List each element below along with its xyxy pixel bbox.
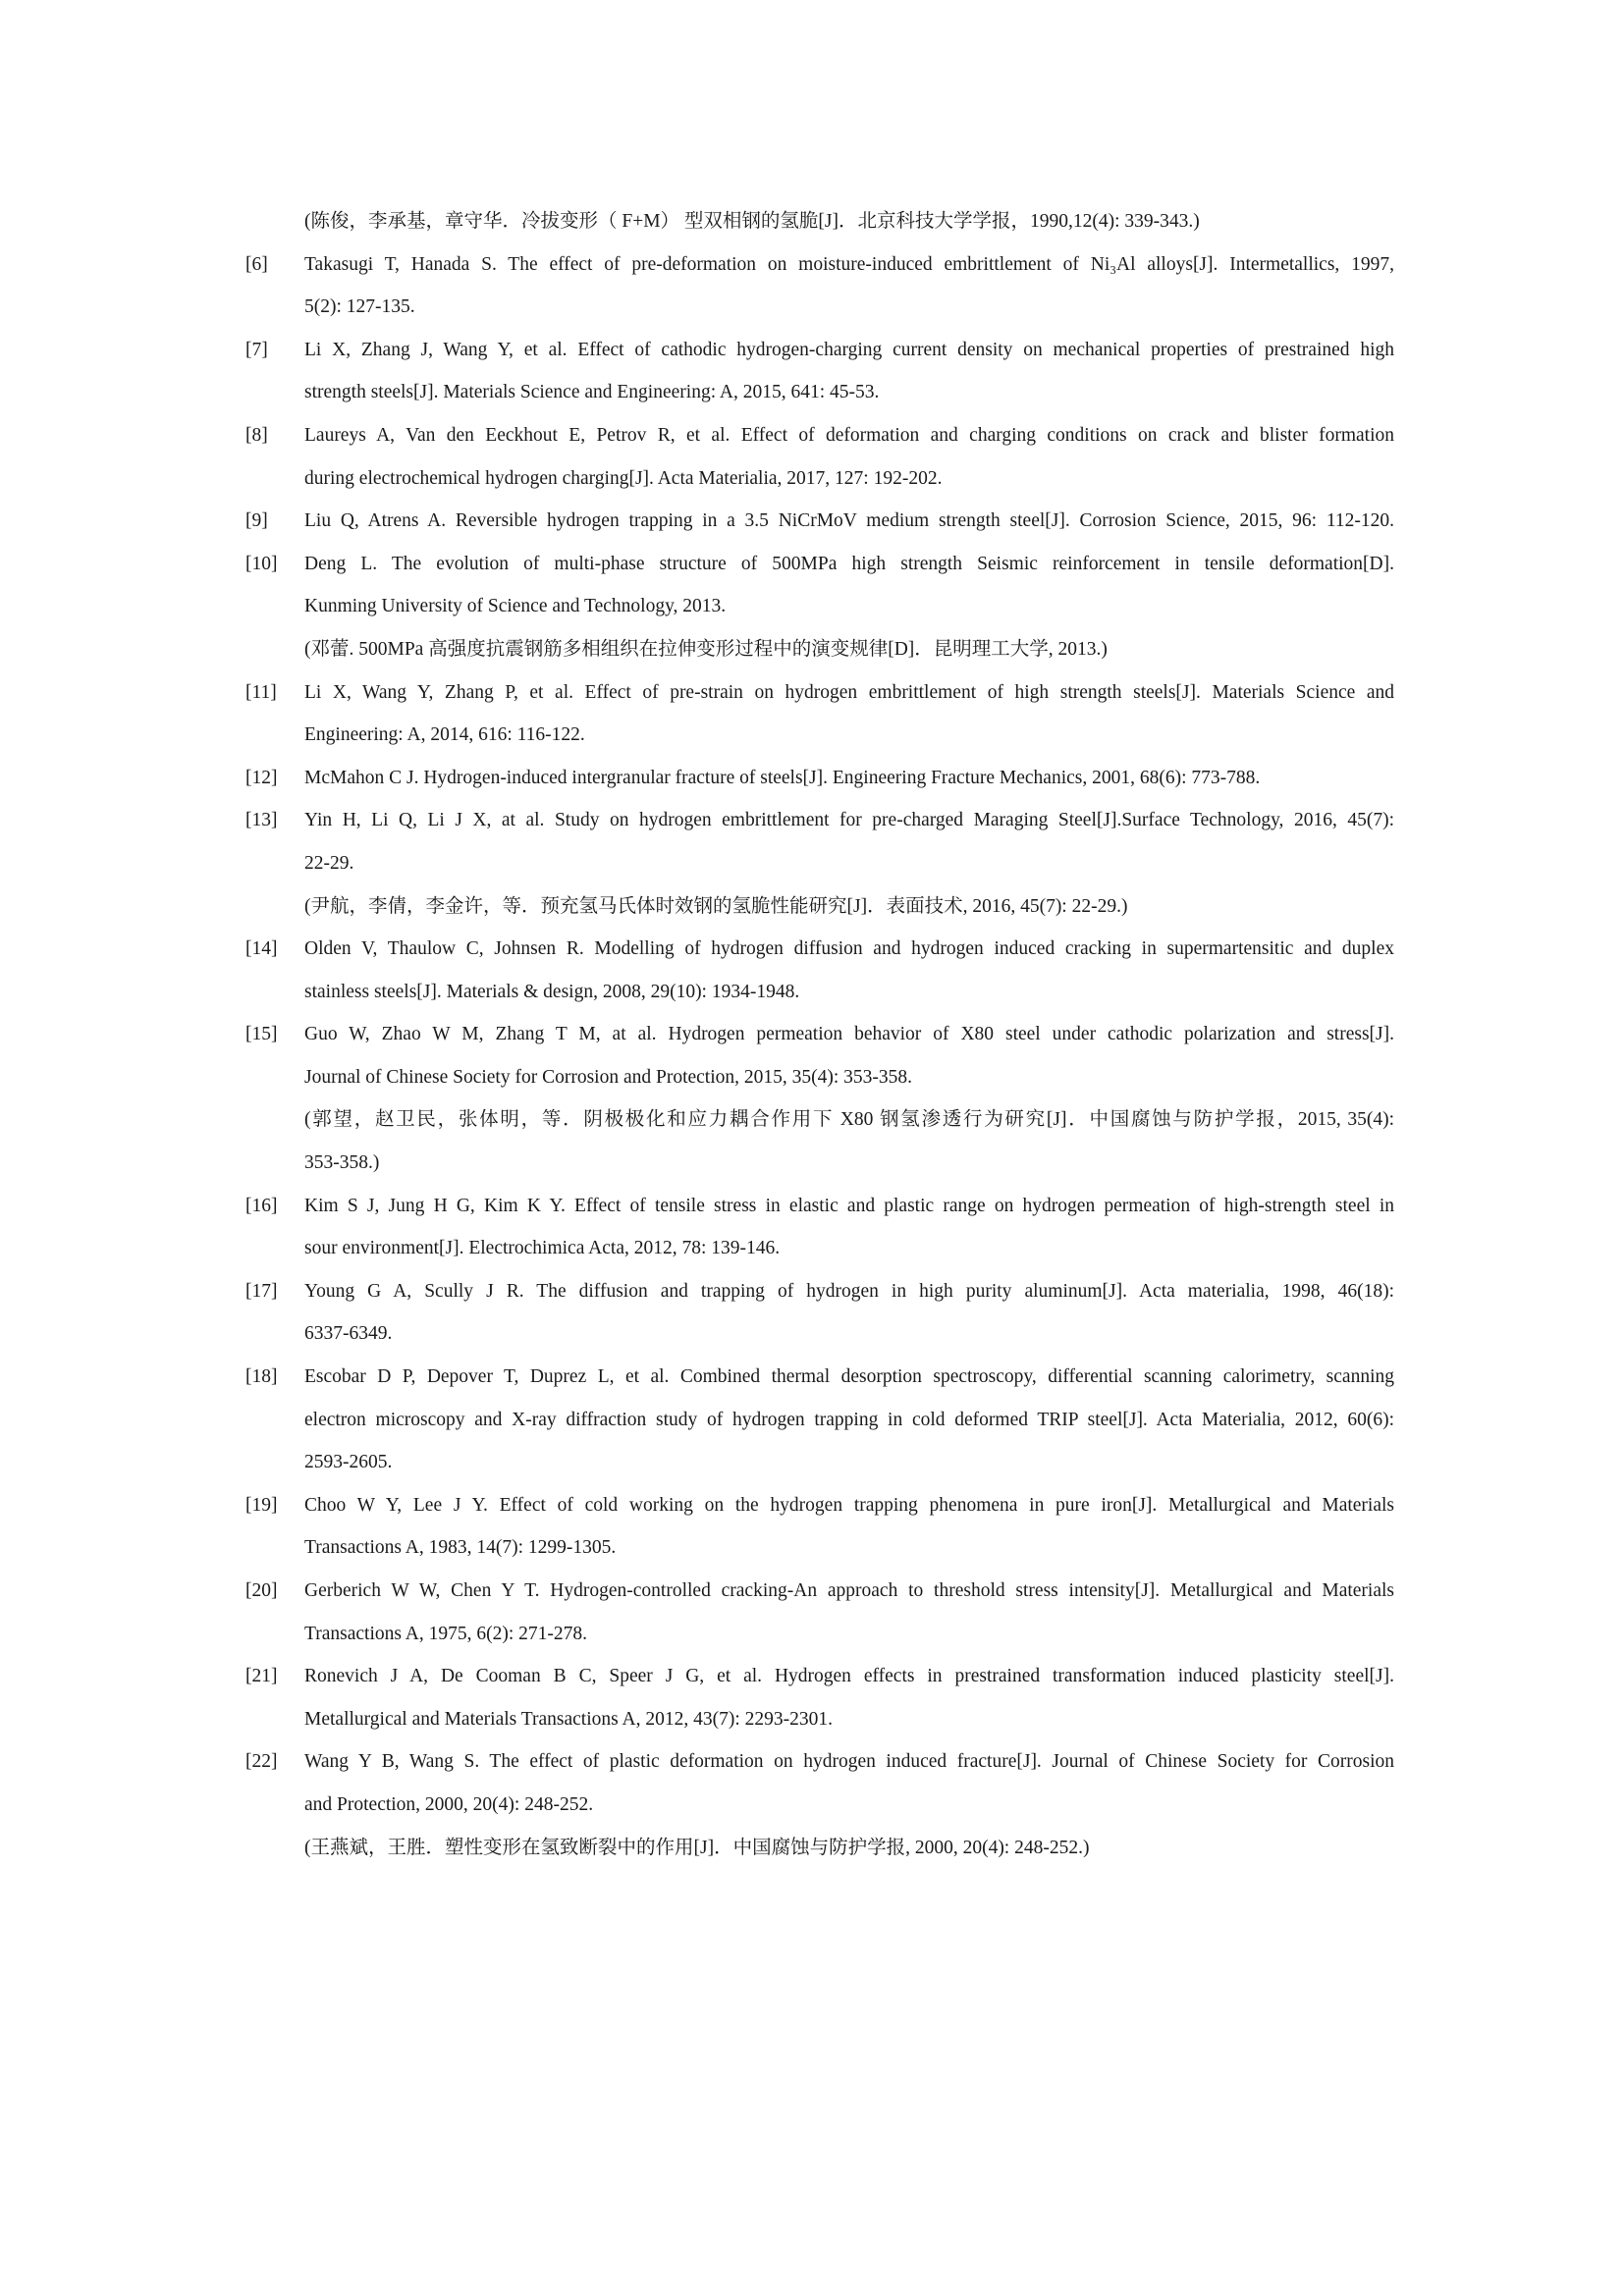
reference-text: sour environment[J]. Electrochimica Acta, 2012, 78: 139-146.: [304, 1238, 781, 1259]
reference-text: stainless steels[J]. Materials & design, 2008, 29(10): 1934-1948.: [304, 981, 800, 1002]
reference-line: [245, 200, 1394, 243]
reference-entry: [245, 543, 1394, 671]
reference-entry: [245, 200, 1394, 243]
reference-text: strength steels[J]. Materials Science and Engineering: A, 2015, 641: 45-53.: [304, 382, 880, 403]
reference-text: 5(2): 127-135.: [304, 296, 415, 318]
reference-text: Gerberich W W, Chen Y T. Hydrogen-controlled cracking-An approach to threshold stress intensity[J]. Metallurgical and Materials: [304, 1580, 1394, 1601]
reference-text: (邓蕾. 500MPa 高强度抗震钢筋多相组织在拉伸变形过程中的演变规律[D]．昆明理工大学, 2013.): [304, 638, 1108, 660]
reference-number: [20]: [245, 1580, 278, 1601]
reference-text: electron microscopy and X-ray diffraction study of hydrogen trapping in cold deformed TRIP steel[J]. Acta Materialia, 2012, 60(6):: [304, 1409, 1394, 1430]
reference-text: (郭望，赵卫民，张体明，等．阴极极化和应力耦合作用下 X80 钢氢渗透行为研究[J]．中国腐蚀与防护学报，2015, 35(4):: [304, 1109, 1394, 1131]
reference-entry: [245, 500, 1394, 543]
reference-number: [16]: [245, 1195, 278, 1216]
reference-entry: [245, 1185, 1394, 1270]
reference-line: [245, 971, 1394, 1014]
reference-text: and Protection, 2000, 20(4): 248-252.: [304, 1793, 594, 1815]
reference-text: Young G A, Scully J R. The diffusion and trapping of hydrogen in high purity aluminum[J]. Acta materialia, 1998, 46(18):: [304, 1280, 1394, 1302]
reference-entry: [245, 1570, 1394, 1655]
reference-line: [245, 1740, 1394, 1784]
reference-text: Liu Q, Atrens A. Reversible hydrogen trapping in a 3.5 NiCrMoV medium strength steel[J]. Corrosion Science, 2015, 96: 112-120.: [304, 510, 1394, 532]
reference-text: 22-29.: [304, 852, 354, 874]
reference-number: [7]: [245, 339, 268, 360]
reference-line: [245, 286, 1394, 329]
reference-line: [245, 500, 1394, 543]
reference-entry: [245, 799, 1394, 928]
reference-entry: [245, 1356, 1394, 1484]
reference-text: (陈俊，李承基，章守华．冷拔变形（ F+M） 型双相钢的氢脆[J]．北京科技大学学报，1990,12(4): 339-343.): [304, 211, 1200, 232]
reference-number: [19]: [245, 1494, 278, 1516]
reference-line: [245, 1526, 1394, 1570]
reference-line: [245, 1227, 1394, 1270]
reference-line: [245, 1655, 1394, 1698]
reference-number: [13]: [245, 810, 278, 831]
reference-line: [245, 1185, 1394, 1228]
reference-text: Transactions A, 1983, 14(7): 1299-1305.: [304, 1537, 617, 1559]
reference-entry: [245, 1270, 1394, 1356]
reference-line: [245, 1356, 1394, 1399]
reference-line: [245, 1784, 1394, 1827]
reference-text: Engineering: A, 2014, 616: 116-122.: [304, 724, 585, 746]
reference-text: Kunming University of Science and Technology, 2013.: [304, 596, 727, 617]
reference-entry: [245, 1013, 1394, 1184]
reference-text: 2593-2605.: [304, 1452, 393, 1473]
reference-text: (王燕斌，王胜．塑性变形在氢致断裂中的作用[J]．中国腐蚀与防护学报, 2000, 20(4): 248-252.): [304, 1837, 1090, 1858]
reference-number: [6]: [245, 253, 268, 275]
reference-entry: [245, 1484, 1394, 1570]
reference-text: during electrochemical hydrogen charging[J]. Acta Materialia, 2017, 127: 192-202.: [304, 467, 943, 489]
reference-number: [10]: [245, 553, 278, 574]
reference-text: 6337-6349.: [304, 1323, 393, 1345]
reference-line: [245, 885, 1394, 929]
reference-line: [245, 1827, 1394, 1870]
reference-line: [245, 414, 1394, 457]
reference-text: Guo W, Zhao W M, Zhang T M, at al. Hydrogen permeation behavior of X80 steel under cathodic polarization and stress[J].: [304, 1024, 1394, 1045]
reference-line: [245, 842, 1394, 885]
reference-line: [245, 457, 1394, 501]
reference-line: [245, 1056, 1394, 1099]
reference-text: Laureys A, Van den Eeckhout E, Petrov R, et al. Effect of deformation and charging conditions on crack and blister formation: [304, 424, 1394, 446]
reference-text: Choo W Y, Lee J Y. Effect of cold working on the hydrogen trapping phenomena in pure iron[J]. Metallurgical and Materials: [304, 1494, 1394, 1516]
reference-text: Yin H, Li Q, Li J X, at al. Study on hydrogen embrittlement for pre-charged Maraging Steel[J].Surface Technology, 2016, 45(7):: [304, 810, 1394, 831]
reference-entry: [245, 1740, 1394, 1869]
reference-line: [245, 1270, 1394, 1313]
reference-line: [245, 799, 1394, 842]
reference-line: [245, 1613, 1394, 1656]
reference-text: (尹航，李倩，李金许，等．预充氢马氏体时效钢的氢脆性能研究[J]．表面技术, 2016, 45(7): 22-29.): [304, 895, 1128, 917]
reference-number: [18]: [245, 1366, 278, 1388]
reference-text: Li X, Zhang J, Wang Y, et al. Effect of cathodic hydrogen-charging current density on mechanical properties of prestrained high: [304, 339, 1394, 360]
reference-line: [245, 1399, 1394, 1442]
reference-line: [245, 671, 1394, 715]
reference-entry: [245, 671, 1394, 757]
reference-line: [245, 1570, 1394, 1613]
reference-text: Ronevich J A, De Cooman B C, Speer J G, et al. Hydrogen effects in prestrained transformation induced plasticity steel[J].: [304, 1666, 1394, 1687]
reference-entry: [245, 757, 1394, 800]
reference-text: Takasugi T, Hanada S. The effect of pre-deformation on moisture-induced embrittlement of Ni₃Al alloys[J]. Intermetallics, 1997,: [304, 253, 1394, 275]
reference-line: [245, 543, 1394, 586]
reference-number: [14]: [245, 938, 278, 960]
reference-line: [245, 1098, 1394, 1142]
reference-line: [245, 928, 1394, 971]
reference-number: [21]: [245, 1666, 278, 1687]
reference-line: [245, 329, 1394, 372]
reference-line: [245, 757, 1394, 800]
reference-text: Kim S J, Jung H G, Kim K Y. Effect of tensile stress in elastic and plastic range on hydrogen permeation of high-strength steel in: [304, 1195, 1394, 1216]
reference-text: Journal of Chinese Society for Corrosion and Protection, 2015, 35(4): 353-358.: [304, 1066, 913, 1088]
reference-number: [22]: [245, 1751, 278, 1773]
reference-entry: [245, 329, 1394, 414]
reference-number: [12]: [245, 767, 278, 788]
reference-number: [15]: [245, 1024, 278, 1045]
reference-line: [245, 371, 1394, 414]
reference-line: [245, 628, 1394, 671]
reference-number: [11]: [245, 681, 277, 703]
reference-entry: [245, 243, 1394, 329]
reference-line: [245, 1484, 1394, 1527]
reference-line: [245, 585, 1394, 628]
reference-line: [245, 1142, 1394, 1185]
reference-text: Deng L. The evolution of multi-phase structure of 500MPa high strength Seismic reinforcement in tensile deformation[D].: [304, 553, 1394, 574]
reference-number: [17]: [245, 1280, 278, 1302]
reference-entry: [245, 928, 1394, 1013]
reference-entry: [245, 1655, 1394, 1740]
reference-number: [8]: [245, 424, 268, 446]
reference-line: [245, 1312, 1394, 1356]
reference-text: Li X, Wang Y, Zhang P, et al. Effect of pre-strain on hydrogen embrittlement of high strength steels[J]. Materials Science and: [304, 681, 1394, 703]
reference-text: 353-358.): [304, 1152, 380, 1174]
reference-line: [245, 1013, 1394, 1056]
reference-number: [9]: [245, 510, 268, 532]
reference-text: Wang Y B, Wang S. The effect of plastic deformation on hydrogen induced fracture[J]. Journal of Chinese Society for Corrosion: [304, 1751, 1394, 1773]
reference-text: McMahon C J. Hydrogen-induced intergranular fracture of steels[J]. Engineering Fracture Mechanics, 2001, 68(6): 773-788.: [304, 767, 1261, 788]
reference-text: Transactions A, 1975, 6(2): 271-278.: [304, 1623, 587, 1644]
reference-line: [245, 1698, 1394, 1741]
reference-list: [245, 200, 1394, 1869]
reference-line: [245, 243, 1394, 287]
reference-line: [245, 1441, 1394, 1484]
reference-line: [245, 714, 1394, 757]
reference-entry: [245, 414, 1394, 500]
reference-text: Olden V, Thaulow C, Johnsen R. Modelling of hydrogen diffusion and hydrogen induced cracking in supermartensitic and duplex: [304, 938, 1394, 960]
reference-text: Metallurgical and Materials Transactions A, 2012, 43(7): 2293-2301.: [304, 1708, 833, 1730]
reference-text: Escobar D P, Depover T, Duprez L, et al. Combined thermal desorption spectroscopy, differential scanning calorimetry, scanning: [304, 1366, 1394, 1388]
